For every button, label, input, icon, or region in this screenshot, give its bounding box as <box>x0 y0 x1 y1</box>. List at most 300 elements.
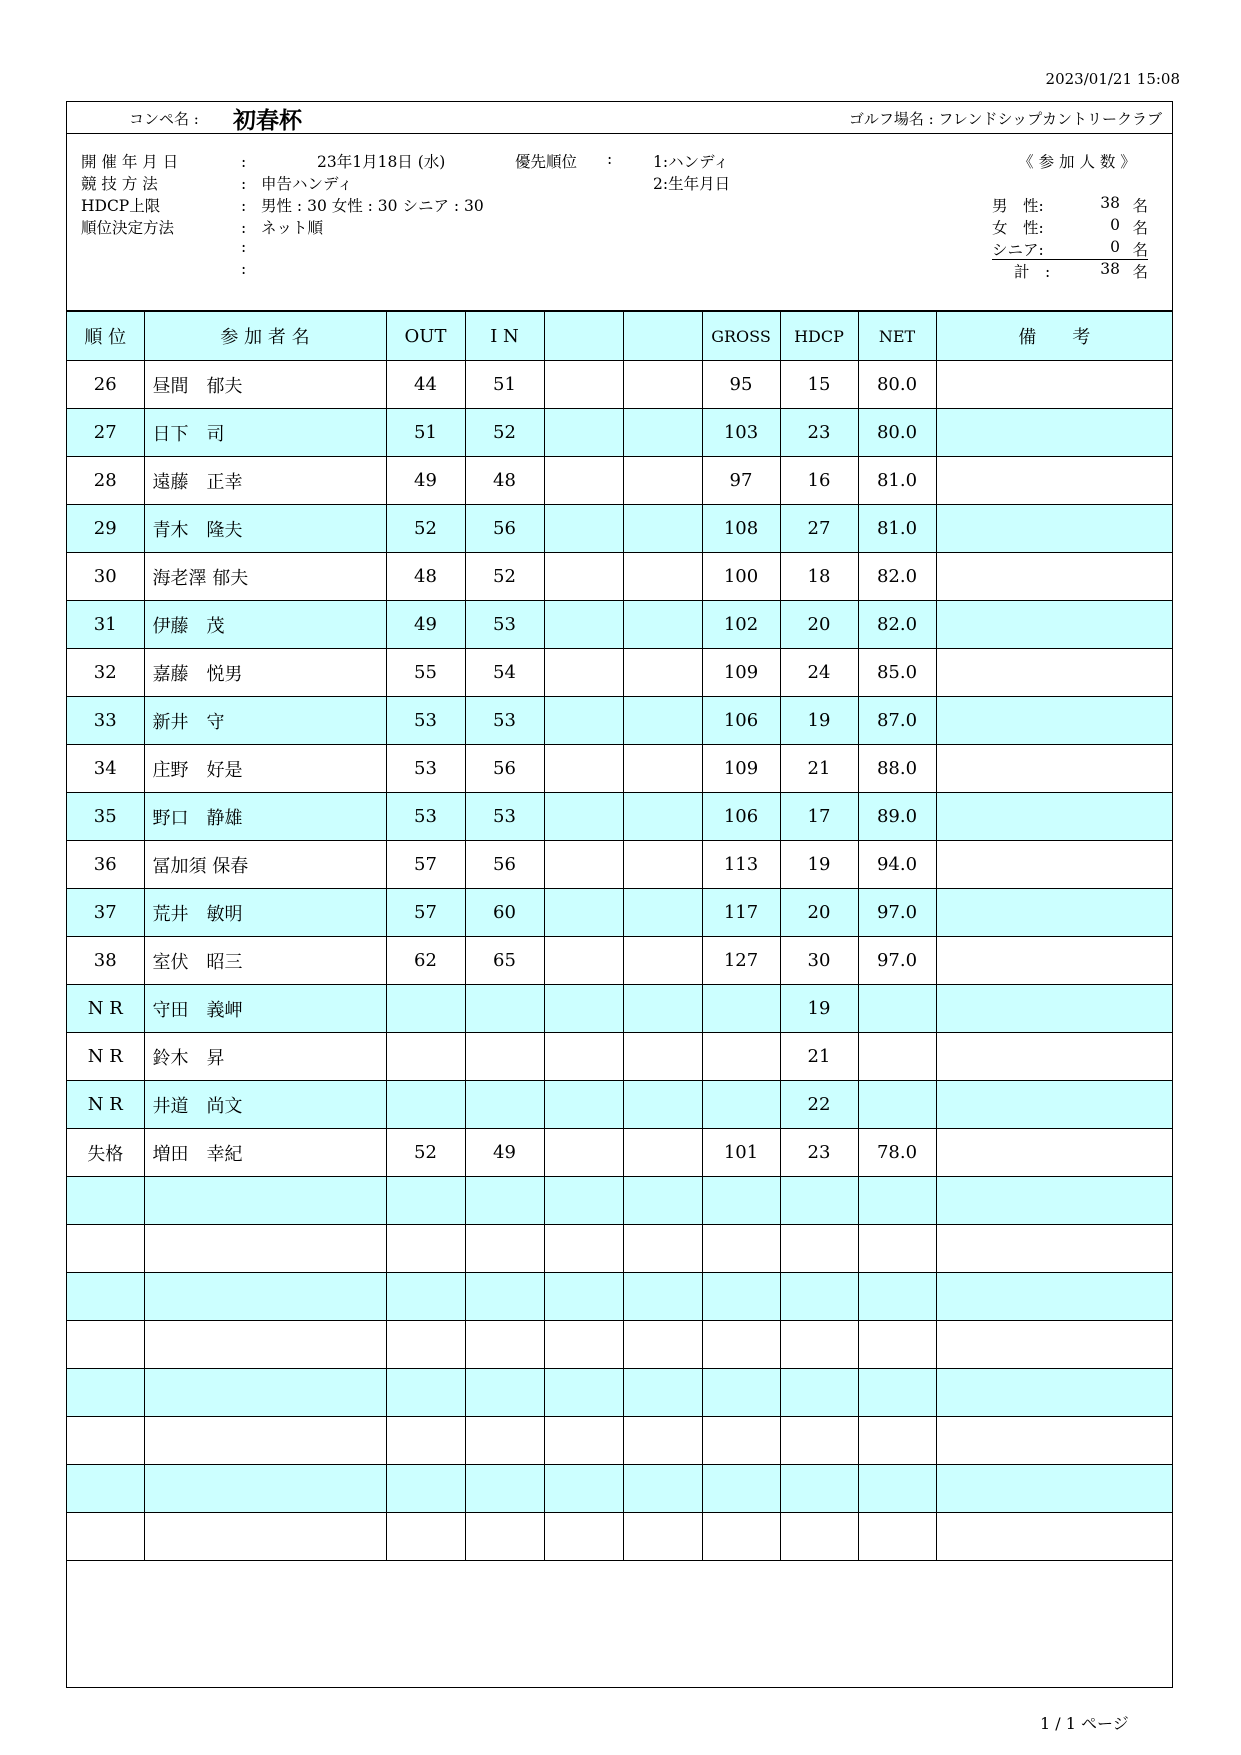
cell-in <box>465 1177 544 1225</box>
table-row <box>67 1129 1172 1177</box>
cell-gross <box>702 1417 780 1465</box>
cell-gross <box>702 1513 780 1561</box>
cell-in: 56 <box>465 745 544 793</box>
cell-blank <box>936 1129 1172 1177</box>
score-sheet <box>66 101 1173 1688</box>
print-timestamp: 2023/01/21 15:08 <box>1045 70 1180 88</box>
cell-blank <box>623 409 702 457</box>
count-unit: 名 <box>1132 219 1148 237</box>
count-total <box>992 260 1148 281</box>
table-row <box>67 1417 1172 1465</box>
cell-blank <box>936 553 1172 601</box>
colon: : <box>241 153 247 171</box>
cell-rank: 32 <box>67 649 144 697</box>
count-value: 38 <box>1100 194 1120 212</box>
count-value: 38 <box>1100 260 1120 278</box>
cell-name: 青木 隆夫 <box>144 505 386 553</box>
competition-info <box>67 134 1172 311</box>
cell-net: 94.0 <box>858 841 936 889</box>
cell-blank <box>623 841 702 889</box>
cell-blank <box>544 745 623 793</box>
cell-out <box>386 1465 465 1513</box>
cell-blank <box>623 1417 702 1465</box>
cell-in: 53 <box>465 793 544 841</box>
cell-name: 海老澤 郁夫 <box>144 553 386 601</box>
cell-blank <box>544 1417 623 1465</box>
cell-net <box>858 1081 936 1129</box>
cell-in: 52 <box>465 409 544 457</box>
table-row <box>67 1177 1172 1225</box>
cell-net: 81.0 <box>858 457 936 505</box>
cell-hdcp: 17 <box>780 793 858 841</box>
cell-out <box>386 985 465 1033</box>
cell-rank: 29 <box>67 505 144 553</box>
cell-in <box>465 985 544 1033</box>
cell-gross <box>702 1081 780 1129</box>
cell-hdcp: 18 <box>780 553 858 601</box>
cell-rank: 30 <box>67 553 144 601</box>
cell-name: 新井 守 <box>144 697 386 745</box>
colon: : <box>607 150 613 168</box>
cell-hdcp <box>780 1321 858 1369</box>
cell-rank <box>67 1513 144 1561</box>
col-in: I N <box>465 312 544 361</box>
cell-name: 野口 静雄 <box>144 793 386 841</box>
cell-rank: 36 <box>67 841 144 889</box>
cell-out <box>386 1417 465 1465</box>
cell-gross: 127 <box>702 937 780 985</box>
cell-blank <box>936 1225 1172 1273</box>
cell-blank <box>544 793 623 841</box>
cell-rank: 26 <box>67 361 144 409</box>
cell-blank <box>936 1465 1172 1513</box>
cell-in: 65 <box>465 937 544 985</box>
cell-in: 51 <box>465 361 544 409</box>
cell-out: 57 <box>386 889 465 937</box>
cell-gross <box>702 1465 780 1513</box>
cell-gross: 95 <box>702 361 780 409</box>
cell-rank: 28 <box>67 457 144 505</box>
table-row <box>67 649 1172 697</box>
table-row <box>67 1465 1172 1513</box>
method-value: 申告ハンディ <box>261 175 353 193</box>
table-row <box>67 361 1172 409</box>
cell-out <box>386 1321 465 1369</box>
col-blank <box>623 312 702 361</box>
cell-gross <box>702 1177 780 1225</box>
cell-in: 53 <box>465 697 544 745</box>
cell-in <box>465 1273 544 1321</box>
cell-blank <box>936 1417 1172 1465</box>
cell-blank <box>544 1033 623 1081</box>
cell-hdcp: 16 <box>780 457 858 505</box>
cell-rank: 33 <box>67 697 144 745</box>
cell-net <box>858 1369 936 1417</box>
cell-name: 鈴木 昇 <box>144 1033 386 1081</box>
cell-blank <box>544 1465 623 1513</box>
cell-hdcp: 21 <box>780 745 858 793</box>
count-label: 女 性: <box>992 219 1044 237</box>
table-row <box>67 841 1172 889</box>
cell-hdcp: 23 <box>780 409 858 457</box>
cell-hdcp <box>780 1465 858 1513</box>
table-row <box>67 697 1172 745</box>
cell-name: 庄野 好是 <box>144 745 386 793</box>
cell-blank <box>936 937 1172 985</box>
method-label: 競 技 方 法 <box>81 175 158 193</box>
cell-net <box>858 1273 936 1321</box>
cell-blank <box>623 649 702 697</box>
cell-name: 守田 義岬 <box>144 985 386 1033</box>
cell-hdcp <box>780 1225 858 1273</box>
cell-blank <box>544 1513 623 1561</box>
table-row <box>67 457 1172 505</box>
table-row <box>67 1513 1172 1561</box>
cell-blank <box>936 841 1172 889</box>
cell-hdcp <box>780 1273 858 1321</box>
cell-blank <box>544 985 623 1033</box>
cell-net <box>858 1465 936 1513</box>
cell-rank: 38 <box>67 937 144 985</box>
cell-out: 53 <box>386 793 465 841</box>
cell-out: 62 <box>386 937 465 985</box>
cell-name <box>144 1321 386 1369</box>
cell-blank <box>544 889 623 937</box>
cell-blank <box>544 601 623 649</box>
priority-label: 優先順位 <box>515 153 578 171</box>
blank-line <box>81 260 261 282</box>
cell-name <box>144 1465 386 1513</box>
cell-net <box>858 1321 936 1369</box>
cell-blank <box>544 1129 623 1177</box>
count-label: 計 : <box>1014 263 1051 281</box>
cell-in <box>465 1081 544 1129</box>
cell-gross: 103 <box>702 409 780 457</box>
cell-hdcp <box>780 1417 858 1465</box>
table-row <box>67 889 1172 937</box>
cell-hdcp: 19 <box>780 697 858 745</box>
cell-blank <box>623 793 702 841</box>
cell-net <box>858 1033 936 1081</box>
blank-line <box>81 238 261 260</box>
count-male <box>992 194 1148 215</box>
col-rank: 順 位 <box>67 312 144 361</box>
cell-blank <box>544 553 623 601</box>
cell-rank <box>67 1321 144 1369</box>
cell-blank <box>623 1129 702 1177</box>
cell-gross <box>702 1369 780 1417</box>
cell-rank: 37 <box>67 889 144 937</box>
cell-blank <box>623 1081 702 1129</box>
table-row <box>67 1033 1172 1081</box>
col-hdcp: HDCP <box>780 312 858 361</box>
cell-gross: 106 <box>702 697 780 745</box>
cell-out: 52 <box>386 1129 465 1177</box>
cell-gross <box>702 1033 780 1081</box>
cell-name: 荒井 敏明 <box>144 889 386 937</box>
cell-out: 44 <box>386 361 465 409</box>
cell-blank <box>623 1513 702 1561</box>
cell-blank <box>936 1033 1172 1081</box>
cell-in <box>465 1225 544 1273</box>
cell-hdcp: 22 <box>780 1081 858 1129</box>
count-value: 0 <box>1110 216 1120 234</box>
competition-name: 初春杯 <box>233 107 302 134</box>
cell-name: 遠藤 正幸 <box>144 457 386 505</box>
competition-label: コンペ名 : <box>129 110 199 128</box>
cell-in <box>465 1417 544 1465</box>
cell-blank <box>623 1177 702 1225</box>
cell-rank: 27 <box>67 409 144 457</box>
cell-gross <box>702 1225 780 1273</box>
cell-net: 82.0 <box>858 553 936 601</box>
hdcp-line <box>81 194 484 216</box>
rank-method-value: ネット順 <box>261 219 324 237</box>
cell-hdcp: 21 <box>780 1033 858 1081</box>
cell-out <box>386 1513 465 1561</box>
col-blank <box>544 312 623 361</box>
cell-rank <box>67 1225 144 1273</box>
cell-name: 昼間 郁夫 <box>144 361 386 409</box>
cell-rank: N R <box>67 1081 144 1129</box>
cell-out: 49 <box>386 601 465 649</box>
col-gross: GROSS <box>702 312 780 361</box>
cell-rank <box>67 1273 144 1321</box>
cell-blank <box>544 505 623 553</box>
cell-blank <box>623 457 702 505</box>
cell-blank <box>623 1321 702 1369</box>
cell-in: 53 <box>465 601 544 649</box>
cell-blank <box>936 793 1172 841</box>
cell-blank <box>623 745 702 793</box>
cell-blank <box>544 697 623 745</box>
cell-hdcp: 19 <box>780 841 858 889</box>
cell-name: 室伏 昭三 <box>144 937 386 985</box>
table-row <box>67 793 1172 841</box>
cell-blank <box>936 1273 1172 1321</box>
date-label: 開 催 年 月 日 <box>81 153 179 171</box>
cell-rank: 31 <box>67 601 144 649</box>
cell-blank <box>544 649 623 697</box>
cell-hdcp: 30 <box>780 937 858 985</box>
cell-out: 53 <box>386 745 465 793</box>
cell-net <box>858 985 936 1033</box>
cell-name: 増田 幸紀 <box>144 1129 386 1177</box>
score-rows <box>67 361 1172 1561</box>
cell-in: 52 <box>465 553 544 601</box>
cell-out <box>386 1081 465 1129</box>
cell-hdcp: 20 <box>780 601 858 649</box>
cell-net: 85.0 <box>858 649 936 697</box>
table-header <box>67 312 1172 361</box>
cell-blank <box>544 361 623 409</box>
table-row <box>67 745 1172 793</box>
cell-in <box>465 1369 544 1417</box>
cell-rank: 35 <box>67 793 144 841</box>
cell-hdcp: 19 <box>780 985 858 1033</box>
cell-net <box>858 1225 936 1273</box>
rank-method-line <box>81 216 323 238</box>
page-number: 1 / 1 ページ <box>1040 1714 1129 1733</box>
cell-net: 80.0 <box>858 361 936 409</box>
cell-blank <box>936 1321 1172 1369</box>
date-line <box>81 150 445 172</box>
date-value: 23年1月18日 (水) <box>317 153 446 171</box>
cell-gross: 101 <box>702 1129 780 1177</box>
cell-gross: 108 <box>702 505 780 553</box>
cell-rank: N R <box>67 985 144 1033</box>
col-name: 参 加 者 名 <box>144 312 386 361</box>
method-line <box>81 172 353 194</box>
cell-gross: 109 <box>702 745 780 793</box>
cell-name <box>144 1417 386 1465</box>
cell-blank <box>544 1225 623 1273</box>
cell-name: 日下 司 <box>144 409 386 457</box>
cell-name: 伊藤 茂 <box>144 601 386 649</box>
cell-net: 97.0 <box>858 937 936 985</box>
cell-in: 56 <box>465 841 544 889</box>
cell-blank <box>623 361 702 409</box>
cell-blank <box>623 505 702 553</box>
table-row <box>67 409 1172 457</box>
cell-gross <box>702 1273 780 1321</box>
cell-net: 78.0 <box>858 1129 936 1177</box>
colon: : <box>241 219 247 237</box>
cell-out <box>386 1273 465 1321</box>
cell-name <box>144 1273 386 1321</box>
cell-name: 冨加須 保春 <box>144 841 386 889</box>
count-unit: 名 <box>1132 197 1148 215</box>
cell-blank <box>623 937 702 985</box>
colon: : <box>241 260 247 278</box>
cell-name: 嘉藤 悦男 <box>144 649 386 697</box>
table-row <box>67 1081 1172 1129</box>
cell-blank <box>623 889 702 937</box>
count-label: 男 性: <box>992 197 1044 215</box>
cell-blank <box>623 1273 702 1321</box>
hdcp-value: 男性 : 30 女性 : 30 シニア : 30 <box>261 197 484 215</box>
cell-blank <box>623 1225 702 1273</box>
cell-in <box>465 1465 544 1513</box>
hdcp-label: HDCP上限 <box>81 197 161 215</box>
cell-blank <box>936 601 1172 649</box>
cell-hdcp <box>780 1513 858 1561</box>
cell-hdcp: 23 <box>780 1129 858 1177</box>
cell-name <box>144 1225 386 1273</box>
cell-blank <box>936 745 1172 793</box>
score-table <box>67 311 1172 1561</box>
cell-blank <box>936 697 1172 745</box>
cell-blank <box>544 1369 623 1417</box>
cell-net: 88.0 <box>858 745 936 793</box>
cell-blank <box>623 985 702 1033</box>
cell-name <box>144 1513 386 1561</box>
cell-gross: 100 <box>702 553 780 601</box>
cell-net: 89.0 <box>858 793 936 841</box>
cell-blank <box>936 1177 1172 1225</box>
cell-in <box>465 1513 544 1561</box>
col-net: NET <box>858 312 936 361</box>
cell-out: 55 <box>386 649 465 697</box>
table-row <box>67 937 1172 985</box>
cell-hdcp <box>780 1369 858 1417</box>
table-row <box>67 1321 1172 1369</box>
cell-rank <box>67 1177 144 1225</box>
cell-in: 56 <box>465 505 544 553</box>
cell-blank <box>544 1081 623 1129</box>
cell-rank <box>67 1465 144 1513</box>
cell-net <box>858 1177 936 1225</box>
count-unit: 名 <box>1132 263 1148 281</box>
cell-blank <box>544 1321 623 1369</box>
cell-blank <box>936 1081 1172 1129</box>
cell-gross <box>702 1321 780 1369</box>
priority-1: 1:ハンディ <box>653 153 729 171</box>
table-row <box>67 553 1172 601</box>
col-remarks: 備 考 <box>936 312 1172 361</box>
table-row <box>67 985 1172 1033</box>
cell-net: 97.0 <box>858 889 936 937</box>
cell-name <box>144 1369 386 1417</box>
cell-out <box>386 1225 465 1273</box>
count-senior <box>992 238 1148 260</box>
cell-net <box>858 1513 936 1561</box>
priority-2: 2:生年月日 <box>653 175 731 193</box>
count-label: シニア: <box>992 241 1044 259</box>
cell-net: 80.0 <box>858 409 936 457</box>
cell-rank: 34 <box>67 745 144 793</box>
title-row <box>67 102 1172 134</box>
cell-blank <box>936 409 1172 457</box>
cell-blank <box>544 937 623 985</box>
colon: : <box>241 238 247 256</box>
cell-rank <box>67 1417 144 1465</box>
cell-gross: 106 <box>702 793 780 841</box>
cell-blank <box>544 457 623 505</box>
rank-method-label: 順位決定方法 <box>81 219 175 237</box>
table-row <box>67 1369 1172 1417</box>
cell-net <box>858 1417 936 1465</box>
cell-net: 82.0 <box>858 601 936 649</box>
cell-net: 81.0 <box>858 505 936 553</box>
cell-in: 54 <box>465 649 544 697</box>
cell-hdcp: 20 <box>780 889 858 937</box>
cell-in <box>465 1321 544 1369</box>
cell-blank <box>544 841 623 889</box>
table-row <box>67 1273 1172 1321</box>
cell-gross: 97 <box>702 457 780 505</box>
cell-in: 49 <box>465 1129 544 1177</box>
cell-blank <box>623 1465 702 1513</box>
cell-blank <box>623 553 702 601</box>
cell-blank <box>623 601 702 649</box>
cell-rank <box>67 1369 144 1417</box>
cell-blank <box>936 649 1172 697</box>
table-row <box>67 1225 1172 1273</box>
cell-in <box>465 1033 544 1081</box>
cell-hdcp <box>780 1177 858 1225</box>
cell-out <box>386 1369 465 1417</box>
cell-gross: 109 <box>702 649 780 697</box>
cell-blank <box>936 1369 1172 1417</box>
cell-rank: N R <box>67 1033 144 1081</box>
cell-blank <box>623 697 702 745</box>
cell-blank <box>544 409 623 457</box>
cell-out <box>386 1177 465 1225</box>
cell-hdcp: 27 <box>780 505 858 553</box>
participant-count-title: 《 参 加 人 数 》 <box>1018 153 1136 171</box>
cell-blank <box>936 1513 1172 1561</box>
